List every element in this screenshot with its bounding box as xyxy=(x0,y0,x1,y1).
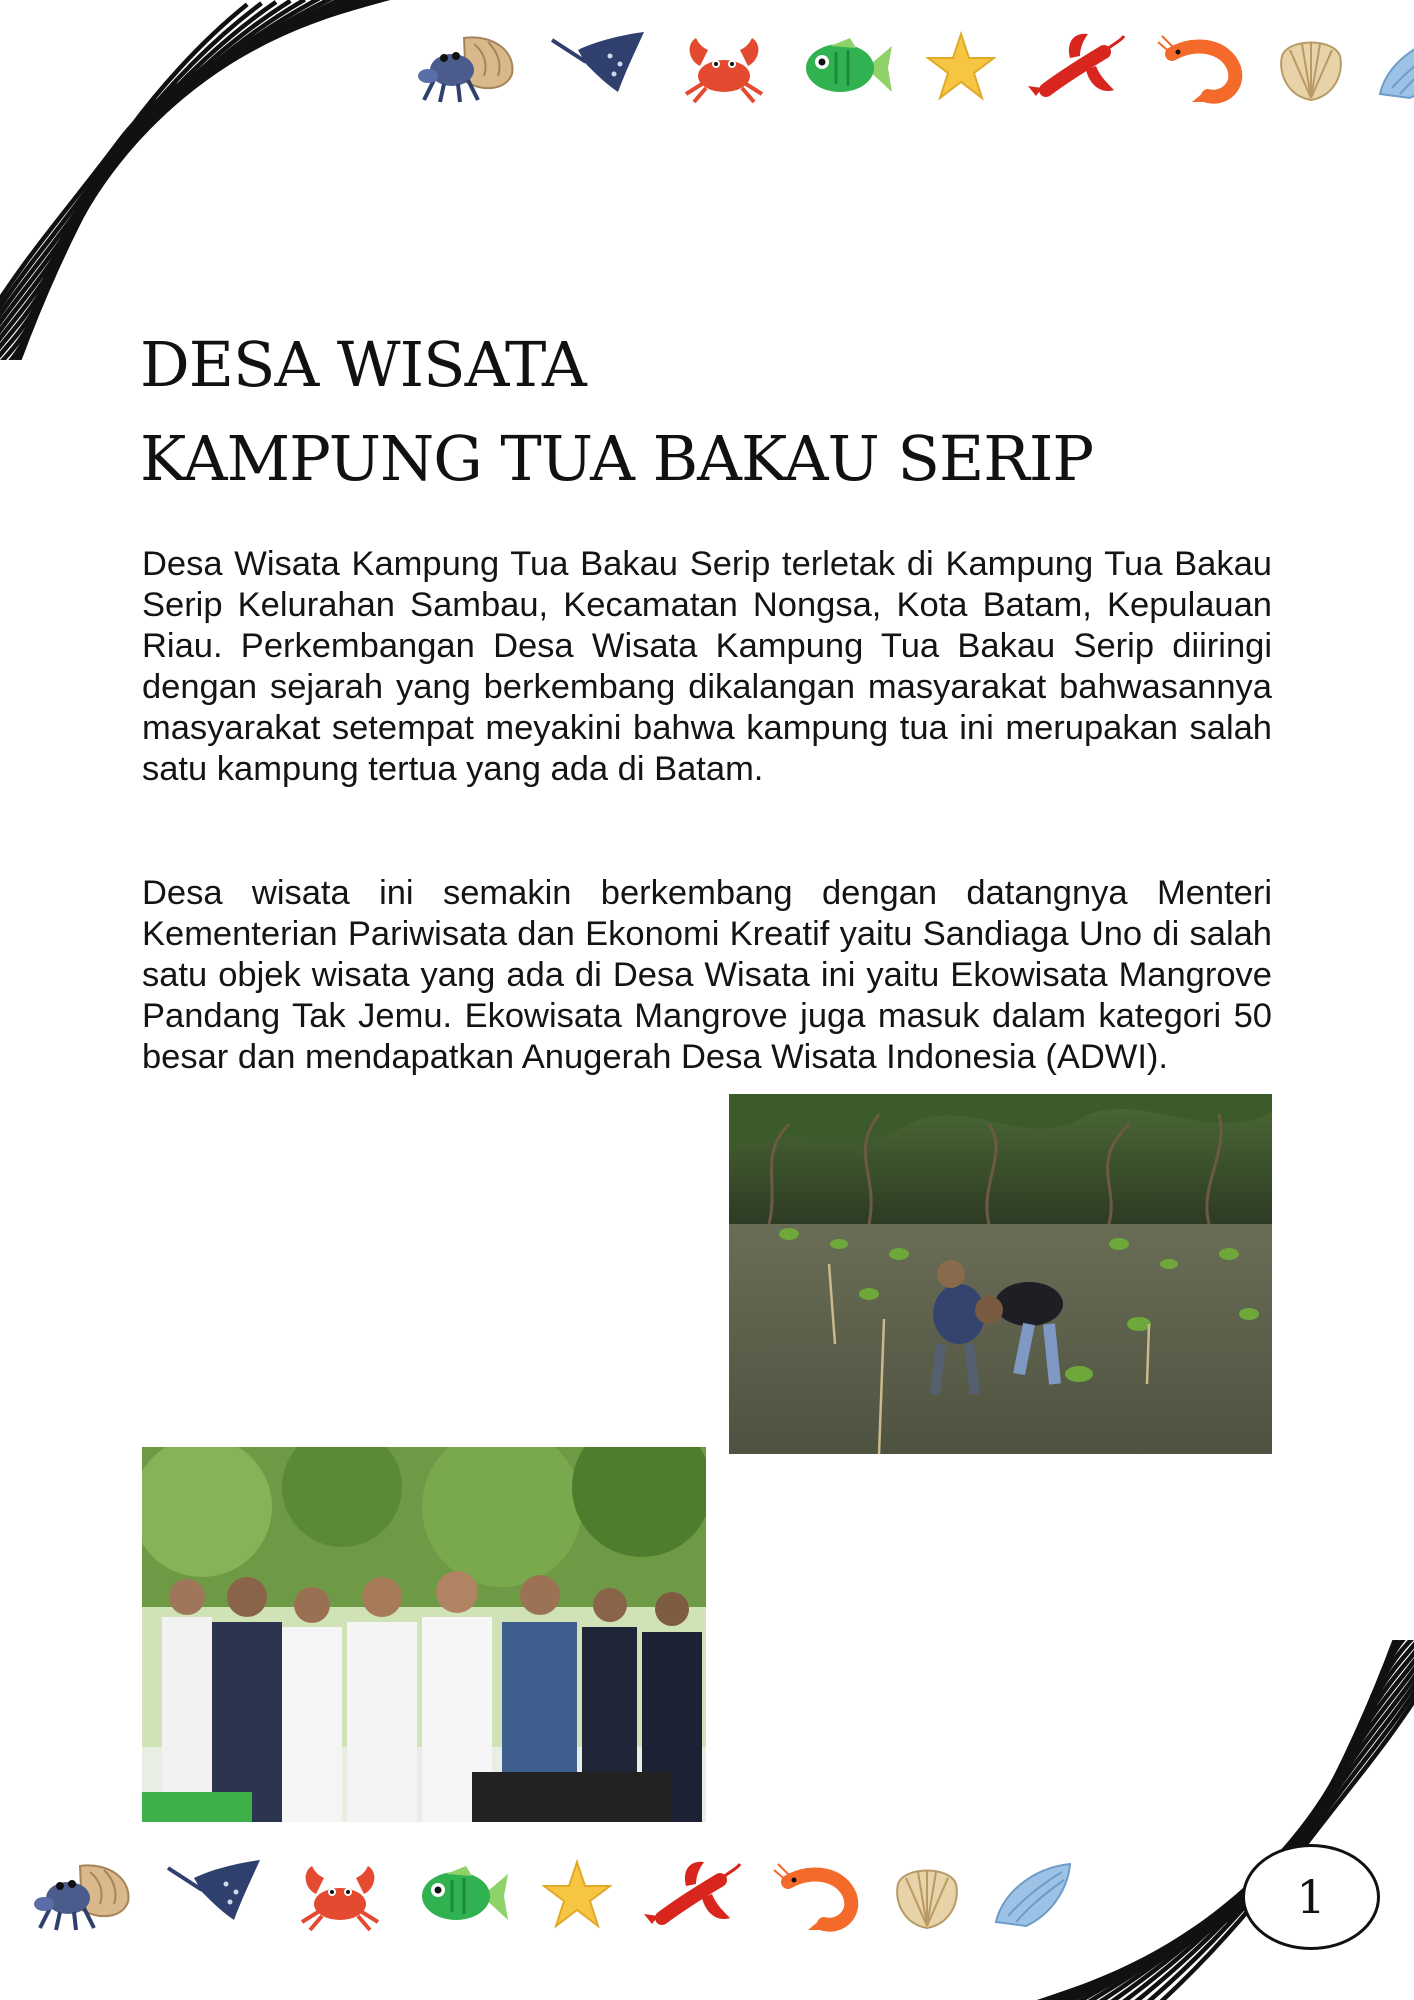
conch-shell-icon xyxy=(1376,30,1414,106)
crab-icon xyxy=(294,1858,386,1934)
wave-line xyxy=(1056,1640,1414,2000)
starfish-icon xyxy=(542,1858,612,1934)
mangrove-planting-photo xyxy=(729,1094,1272,1454)
paragraph-1: Desa Wisata Kampung Tua Bakau Serip terletak di Kampung Tua Bakau Serip Kelurahan Sambau, Kecamatan Nongsa, Kota Batam, Kepulauan Riau. Perkembangan Desa Wisata Kampung Tua Bakau Serip diiringi dengan sejarah yang berkembang dikalangan masyarakat bahwasannya masyarakat setempat meyakini bahwa kampung tua ini merupakan salah satu kampung tertua yang ada di Batam. xyxy=(142,545,1272,788)
shrimp-icon xyxy=(1156,30,1246,106)
lobster-icon xyxy=(642,1858,742,1934)
page-number: 1 xyxy=(1296,1870,1326,1924)
wave-line xyxy=(0,0,334,360)
wave-line xyxy=(1114,1640,1414,2000)
wave-line xyxy=(1042,1641,1414,2000)
clam-shell-icon xyxy=(1276,30,1346,106)
wave-line xyxy=(1099,1640,1414,2000)
wave-line xyxy=(1085,1640,1414,2000)
stingray-icon xyxy=(548,30,648,106)
title-line-2: KAMPUNG TUA BAKAU SERIP xyxy=(140,422,1094,495)
fish-icon xyxy=(800,30,896,106)
starfish-icon xyxy=(926,30,996,106)
wave-line xyxy=(0,0,377,352)
wave-line xyxy=(0,0,305,360)
title-line-1: DESA WISATA xyxy=(140,328,586,401)
wave-line xyxy=(1070,1640,1414,2000)
top-left-wave-decoration xyxy=(0,0,420,360)
fish-icon xyxy=(416,1858,512,1934)
clam-shell-icon xyxy=(892,1858,962,1934)
hermit-crab-icon xyxy=(30,1858,134,1934)
stingray-icon xyxy=(164,1858,264,1934)
wave-line xyxy=(0,0,362,359)
wave-line xyxy=(1027,1648,1414,2000)
shrimp-icon xyxy=(772,1858,862,1934)
wave-line xyxy=(0,0,319,360)
wave-line xyxy=(0,0,348,360)
page-number-badge xyxy=(1242,1844,1380,1950)
crab-icon xyxy=(678,30,770,106)
conch-shell-icon xyxy=(992,1858,1076,1934)
wave-line xyxy=(0,4,247,360)
lobster-icon xyxy=(1026,30,1126,106)
minister-visit-group-photo xyxy=(142,1447,706,1822)
wave-line xyxy=(0,0,420,330)
bottom-animal-row xyxy=(30,1858,1076,1934)
hermit-crab-icon xyxy=(414,30,518,106)
paragraph-2: Desa wisata ini semakin berkembang dengan datangnya Menteri Kementerian Pariwisata dan Ekonomi Kreatif yaitu Sandiaga Uno di salah satu objek wisata yang ada di Desa Wisata ini yaitu Ekowisata Mangrove Pandang Tak Jemu. Ekowisata Mangrove juga masuk dalam kategori 50 besar dan mendapatkan Anugerah Desa Wisata Indonesia (ADWI). xyxy=(142,874,1272,1076)
wave-line xyxy=(0,1,290,360)
top-animal-row xyxy=(414,30,1414,106)
bottom-right-wave-decoration xyxy=(994,1640,1414,2000)
page-title xyxy=(140,318,1093,506)
